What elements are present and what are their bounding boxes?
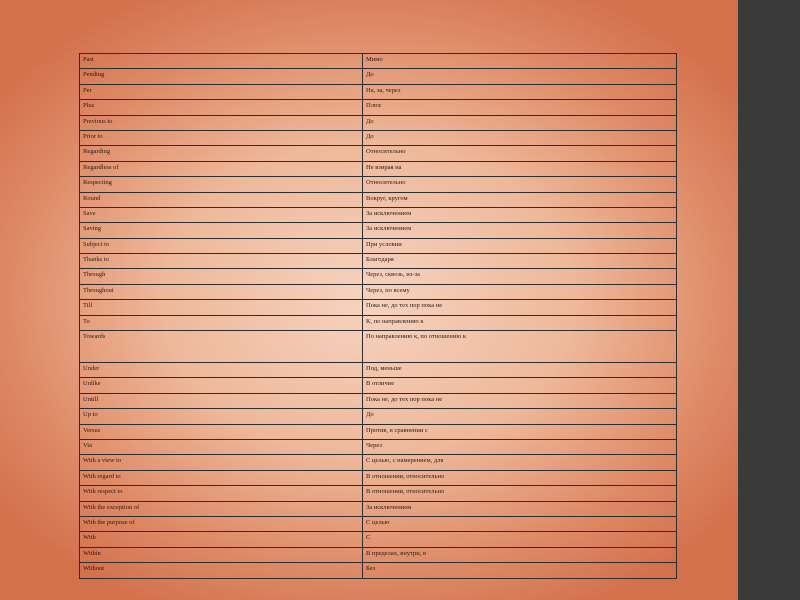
english-preposition-cell: Past	[80, 54, 363, 69]
table-row	[80, 331, 677, 363]
vocab-table	[79, 53, 677, 579]
english-preposition-cell: With regard to	[80, 470, 363, 485]
table-row	[80, 300, 677, 315]
russian-translation-cell: Через, по всему	[363, 284, 677, 299]
english-preposition-cell: Unlike	[80, 378, 363, 393]
english-preposition-cell: Regardless of	[80, 161, 363, 176]
english-preposition-cell: Regarding	[80, 146, 363, 161]
table-row	[80, 378, 677, 393]
english-preposition-cell: Without	[80, 563, 363, 578]
english-preposition-cell: Plus	[80, 100, 363, 115]
russian-translation-cell: В отличие	[363, 378, 677, 393]
table-row	[80, 393, 677, 408]
table-row	[80, 269, 677, 284]
table-row	[80, 315, 677, 330]
preposition-table	[79, 53, 677, 579]
russian-translation-cell: Благодаря	[363, 254, 677, 269]
table-row	[80, 501, 677, 516]
table-row	[80, 547, 677, 562]
russian-translation-cell: К, по направлению к	[363, 315, 677, 330]
table-row	[80, 439, 677, 454]
russian-translation-cell: До	[363, 409, 677, 424]
russian-translation-cell: Не взирая на	[363, 161, 677, 176]
english-preposition-cell: Versus	[80, 424, 363, 439]
russian-translation-cell: Плюс	[363, 100, 677, 115]
table-row	[80, 223, 677, 238]
table-row	[80, 254, 677, 269]
english-preposition-cell: Within	[80, 547, 363, 562]
table-row	[80, 192, 677, 207]
russian-translation-cell: Вокруг, кругом	[363, 192, 677, 207]
english-preposition-cell: Up to	[80, 409, 363, 424]
russian-translation-cell: С целью	[363, 516, 677, 531]
russian-translation-cell: С целью, с намерением, для	[363, 455, 677, 470]
russian-translation-cell: Под, меньше	[363, 363, 677, 378]
russian-translation-cell: С	[363, 532, 677, 547]
table-row	[80, 115, 677, 130]
russian-translation-cell: В отношении, относительно	[363, 470, 677, 485]
table-row	[80, 54, 677, 69]
english-preposition-cell: Round	[80, 192, 363, 207]
english-preposition-cell: Prior to	[80, 130, 363, 145]
russian-translation-cell: Относительно	[363, 146, 677, 161]
russian-translation-cell: За исключением	[363, 501, 677, 516]
russian-translation-cell: Через, сквозь, из-за	[363, 269, 677, 284]
russian-translation-cell: В отношении, относительно	[363, 486, 677, 501]
english-preposition-cell: Save	[80, 207, 363, 222]
english-preposition-cell: Via	[80, 439, 363, 454]
table-row	[80, 69, 677, 84]
english-preposition-cell: With respect to	[80, 486, 363, 501]
english-preposition-cell: Untill	[80, 393, 363, 408]
english-preposition-cell: Throughout	[80, 284, 363, 299]
table-row	[80, 238, 677, 253]
russian-translation-cell: До	[363, 115, 677, 130]
english-preposition-cell: Till	[80, 300, 363, 315]
russian-translation-cell: Через	[363, 439, 677, 454]
russian-translation-cell: За исключением	[363, 223, 677, 238]
russian-translation-cell: По направлению к, по отношению к	[363, 331, 677, 363]
russian-translation-cell: Без	[363, 563, 677, 578]
russian-translation-cell: В пределах, внутри, в	[363, 547, 677, 562]
english-preposition-cell: Pending	[80, 69, 363, 84]
table-row	[80, 161, 677, 176]
english-preposition-cell: With a view to	[80, 455, 363, 470]
table-row	[80, 486, 677, 501]
table-row	[80, 207, 677, 222]
russian-translation-cell: До	[363, 130, 677, 145]
english-preposition-cell: Under	[80, 363, 363, 378]
table-row	[80, 100, 677, 115]
table-row	[80, 424, 677, 439]
english-preposition-cell: With	[80, 532, 363, 547]
table-row	[80, 284, 677, 299]
english-preposition-cell: To	[80, 315, 363, 330]
russian-translation-cell: Против, в сравнении с	[363, 424, 677, 439]
russian-translation-cell: Относительно	[363, 177, 677, 192]
table-row	[80, 177, 677, 192]
table-row	[80, 409, 677, 424]
table-row	[80, 470, 677, 485]
table-row	[80, 455, 677, 470]
russian-translation-cell: При условии	[363, 238, 677, 253]
russian-translation-cell: Пока не, до тех пор пока не	[363, 300, 677, 315]
russian-translation-cell: Мимо	[363, 54, 677, 69]
english-preposition-cell: Saving	[80, 223, 363, 238]
russian-translation-cell: Пока не, до тех пор пока не	[363, 393, 677, 408]
english-preposition-cell: Through	[80, 269, 363, 284]
table-row	[80, 84, 677, 99]
english-preposition-cell: With the exception of	[80, 501, 363, 516]
russian-translation-cell: До	[363, 69, 677, 84]
table-body	[80, 54, 677, 579]
english-preposition-cell: Towards	[80, 331, 363, 363]
table-row	[80, 563, 677, 578]
english-preposition-cell: Subject to	[80, 238, 363, 253]
table-row	[80, 532, 677, 547]
table-row	[80, 516, 677, 531]
table-row	[80, 363, 677, 378]
side-strip	[738, 0, 800, 600]
english-preposition-cell: Respecting	[80, 177, 363, 192]
english-preposition-cell: With the purpose of	[80, 516, 363, 531]
english-preposition-cell: Previous to	[80, 115, 363, 130]
russian-translation-cell: На, за, через	[363, 84, 677, 99]
table-row	[80, 146, 677, 161]
english-preposition-cell: Per	[80, 84, 363, 99]
table-row	[80, 130, 677, 145]
russian-translation-cell: За исключением	[363, 207, 677, 222]
english-preposition-cell: Thanks to	[80, 254, 363, 269]
